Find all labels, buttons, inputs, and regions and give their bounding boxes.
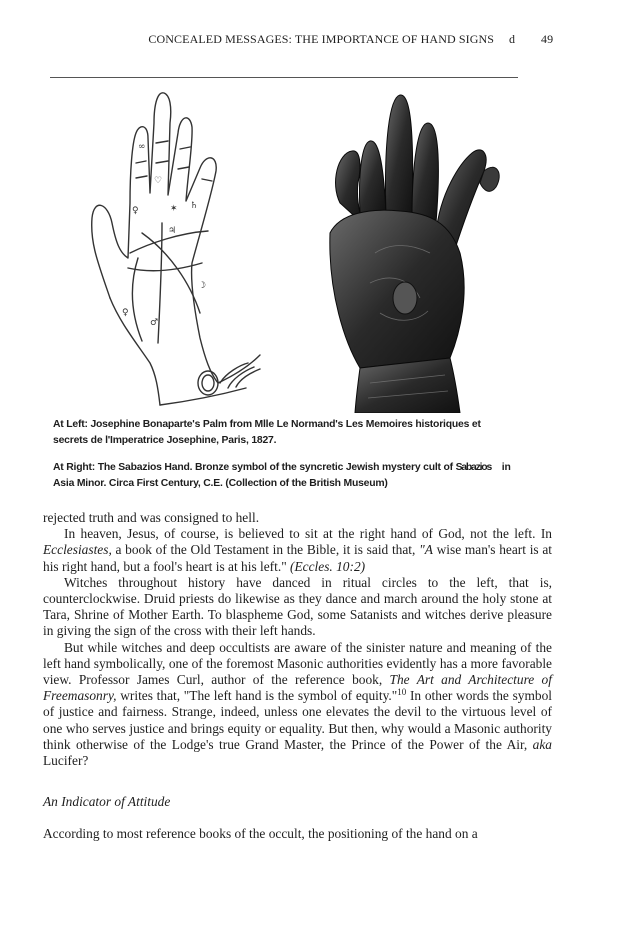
svg-text:♃: ♃ [168, 226, 177, 236]
caption-right-in: in [491, 462, 511, 473]
footnote-marker: 10 [397, 687, 407, 698]
running-title: CONCEALED MESSAGES: THE IMPORTANCE OF HAND SIGNS [148, 32, 494, 46]
svg-text:♡: ♡ [154, 176, 163, 186]
text-run: Lucifer? [43, 753, 89, 769]
paragraph: rejected truth and was consigned to hell. [43, 510, 260, 525]
text-run: In heaven, Jesus, of course, is believed to sit at the right hand of God, not the left. In [64, 526, 552, 542]
section-subheading: An Indicator of Attitude [43, 794, 171, 809]
caption-left-text: At Left: Josephine Bonaparte's Palm from Mlle Le Normand's [53, 419, 346, 430]
svg-text:✶: ✶ [170, 204, 178, 214]
book-title: Ecclesiastes, [43, 542, 112, 558]
paragraph: Witches throughout history have danced in ritual circles to the left, that is, counterclockwise. Druid priests do likewise as they dance and march around the holy stone at Tara, Shrine of Mother Earth. To blaspheme God, some Satanists and witches derive pleasure in giving the sign of the cross with their left hands. [43, 574, 552, 639]
book-title: The Art and Architecture of Freemasonry, [43, 672, 552, 704]
caption-left-place-date: Paris, 1827. [218, 435, 277, 446]
caption-right-text-cont: Asia Minor. Circa First Century, C.E. (Collection of the British Museum) [53, 478, 388, 489]
paragraph [43, 526, 552, 575]
svg-text:♄: ♄ [190, 201, 199, 211]
svg-text:∞: ∞ [138, 142, 146, 152]
svg-text:♀: ♀ [122, 308, 129, 318]
figure [50, 75, 518, 495]
caption-right [53, 460, 533, 492]
palmistry-hand-drawing [50, 83, 295, 413]
paragraph: According to most reference books of the occult, the positioning of the hand on a [43, 826, 478, 841]
text-run: wise man's heart is at his right hand, but a fool's heart is at his left." [43, 542, 552, 574]
text-run: "A [419, 542, 433, 558]
svg-text:♂: ♂ [150, 318, 159, 328]
caption-left [53, 417, 533, 449]
text-run: aka [532, 736, 552, 752]
page-number: 49 [541, 32, 554, 46]
header-marker: d [509, 32, 516, 46]
caption-right-text: At Right: The Sabazios Hand. Bronze symbol of the syncretic Jewish mystery cult of [53, 462, 456, 473]
bronze-sabazios-hand [300, 83, 518, 413]
paragraph [43, 640, 552, 770]
caption-right-cult-name: Sabazios [455, 462, 492, 473]
caption-left-book-title: Les Memoires historiques et [345, 419, 481, 430]
svg-text:♀: ♀ [132, 206, 139, 216]
text-run: writes that, "The left hand is the symbol of equity." [116, 688, 398, 704]
scripture-reference: (Eccles. 10:2) [290, 558, 366, 574]
text-run: In other words the symbol of justice and fairness. Strange, indeed, unless one elevates the devil to the virtuous level of one who serves justice and brings equity or equality. But then, why would a Masonic authority think otherwise of the Lodge's true Grand Master, the Prince of the Power of the Air, [43, 688, 553, 752]
figure-top-rule [50, 77, 518, 78]
svg-text:☽: ☽ [198, 281, 207, 291]
text-run: a book of the Old Testament in the Bible, it is said that, [111, 542, 420, 558]
text-run: But while witches and deep occultists are aware of the sinister nature and meaning of the left hand symbolically, one of the foremost Masonic authorities evidently has a more favorable view. Professor James Curl, author of the reference book, [43, 639, 552, 688]
caption-left-book-title-cont: secrets de l'Imperatrice Josephine, [53, 435, 219, 446]
body-text [43, 510, 552, 769]
